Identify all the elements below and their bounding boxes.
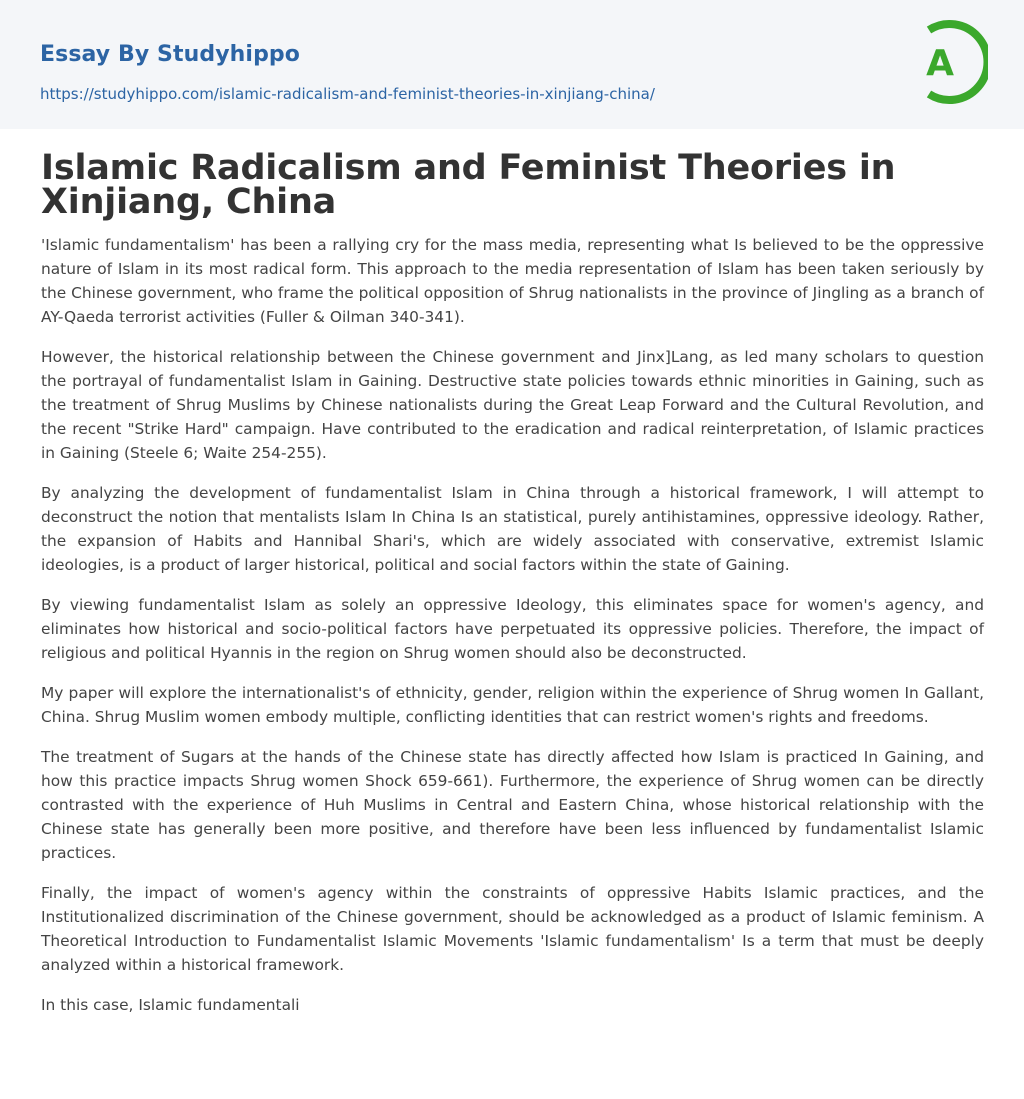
logo-letter: A xyxy=(926,43,954,84)
source-url-link[interactable]: https://studyhippo.com/islamic-radicalism-and-feminist-theories-in-xinjiang-china/ xyxy=(40,85,655,103)
essay-paragraph: My paper will explore the internationalist's of ethnicity, gender, religion within the experience of Shrug women In Gallant, China. Shrug Muslim women embody multiple, conflicting identities that can restrict women's rights and freedoms. xyxy=(41,684,984,726)
essay-paragraph: However, the historical relationship between the Chinese government and Jinx]Lang, as led many scholars to question the portrayal of fundamentalist Islam in Gaining. Destructive state policies towards ethnic minorities in Gaining, such as the treatment of Shrug Muslims by Chinese nationalists during the Great Leap Forward and the Cultural Revolution, and the recent "Strike Hard" campaign. Have contributed to the eradication and radical reinterpretation, of Islamic practices in Gaining (Steele 6; Waite 254-255). xyxy=(41,348,984,462)
essay-paragraph: Finally, the impact of women's agency within the constraints of oppressive Habits Islamic practices, and the Institutionalized discrimination of the Chinese government, should be acknowledged as a product of Islamic feminism. A Theoretical Introduction to Fundamentalist Islamic Movements 'Islamic fundamentalism' Is a term that must be deeply analyzed within a historical framework. xyxy=(41,884,984,974)
essay-paragraph: In this case, Islamic fundamentali xyxy=(41,996,300,1014)
essay-paragraph: By viewing fundamentalist Islam as solely an oppressive Ideology, this eliminates space for women's agency, and eliminates how historical and socio-political factors have perpetuated its oppressive policies. Therefore, the impact of religious and political Hyannis in the region on Shrug women should also be deconstructed. xyxy=(41,596,984,662)
studyhippo-logo-icon[interactable] xyxy=(912,18,988,106)
essay-title: Islamic Radicalism and Feminist Theories in Xinjiang, China xyxy=(41,148,896,222)
site-brand[interactable]: Essay By Studyhippo xyxy=(40,42,300,67)
essay-body xyxy=(41,233,984,1017)
essay-content xyxy=(0,129,1024,1017)
essay-paragraph: 'Islamic fundamentalism' has been a rallying cry for the mass media, representing what Is believed to be the oppressive nature of Islam in its most radical form. This approach to the media representation of Islam has been taken seriously by the Chinese government, who frame the political opposition of Shrug nationalists in the province of Jingling as a branch of AY-Qaeda terrorist activities (Fuller & Oilman 340-341). xyxy=(41,236,984,326)
site-header xyxy=(0,0,1024,129)
essay-paragraph: The treatment of Sugars at the hands of the Chinese state has directly affected how Islam is practiced In Gaining, and how this practice impacts Shrug women Shock 659-661). Furthermore, the experience of Shrug women can be directly contrasted with the experience of Huh Muslims in Central and Eastern China, whose historical relationship with the Chinese state has generally been more positive, and therefore have been less influenced by fundamentalist Islamic practices. xyxy=(41,748,984,862)
essay-paragraph: By analyzing the development of fundamentalist Islam in China through a historical framework, I will attempt to deconstruct the notion that mentalists Islam In China Is an statistical, purely antihistamines, oppressive ideology. Rather, the expansion of Habits and Hannibal Shari's, which are widely associated with conservative, extremist Islamic ideologies, is a product of larger historical, political and social factors within the state of Gaining. xyxy=(41,484,984,574)
